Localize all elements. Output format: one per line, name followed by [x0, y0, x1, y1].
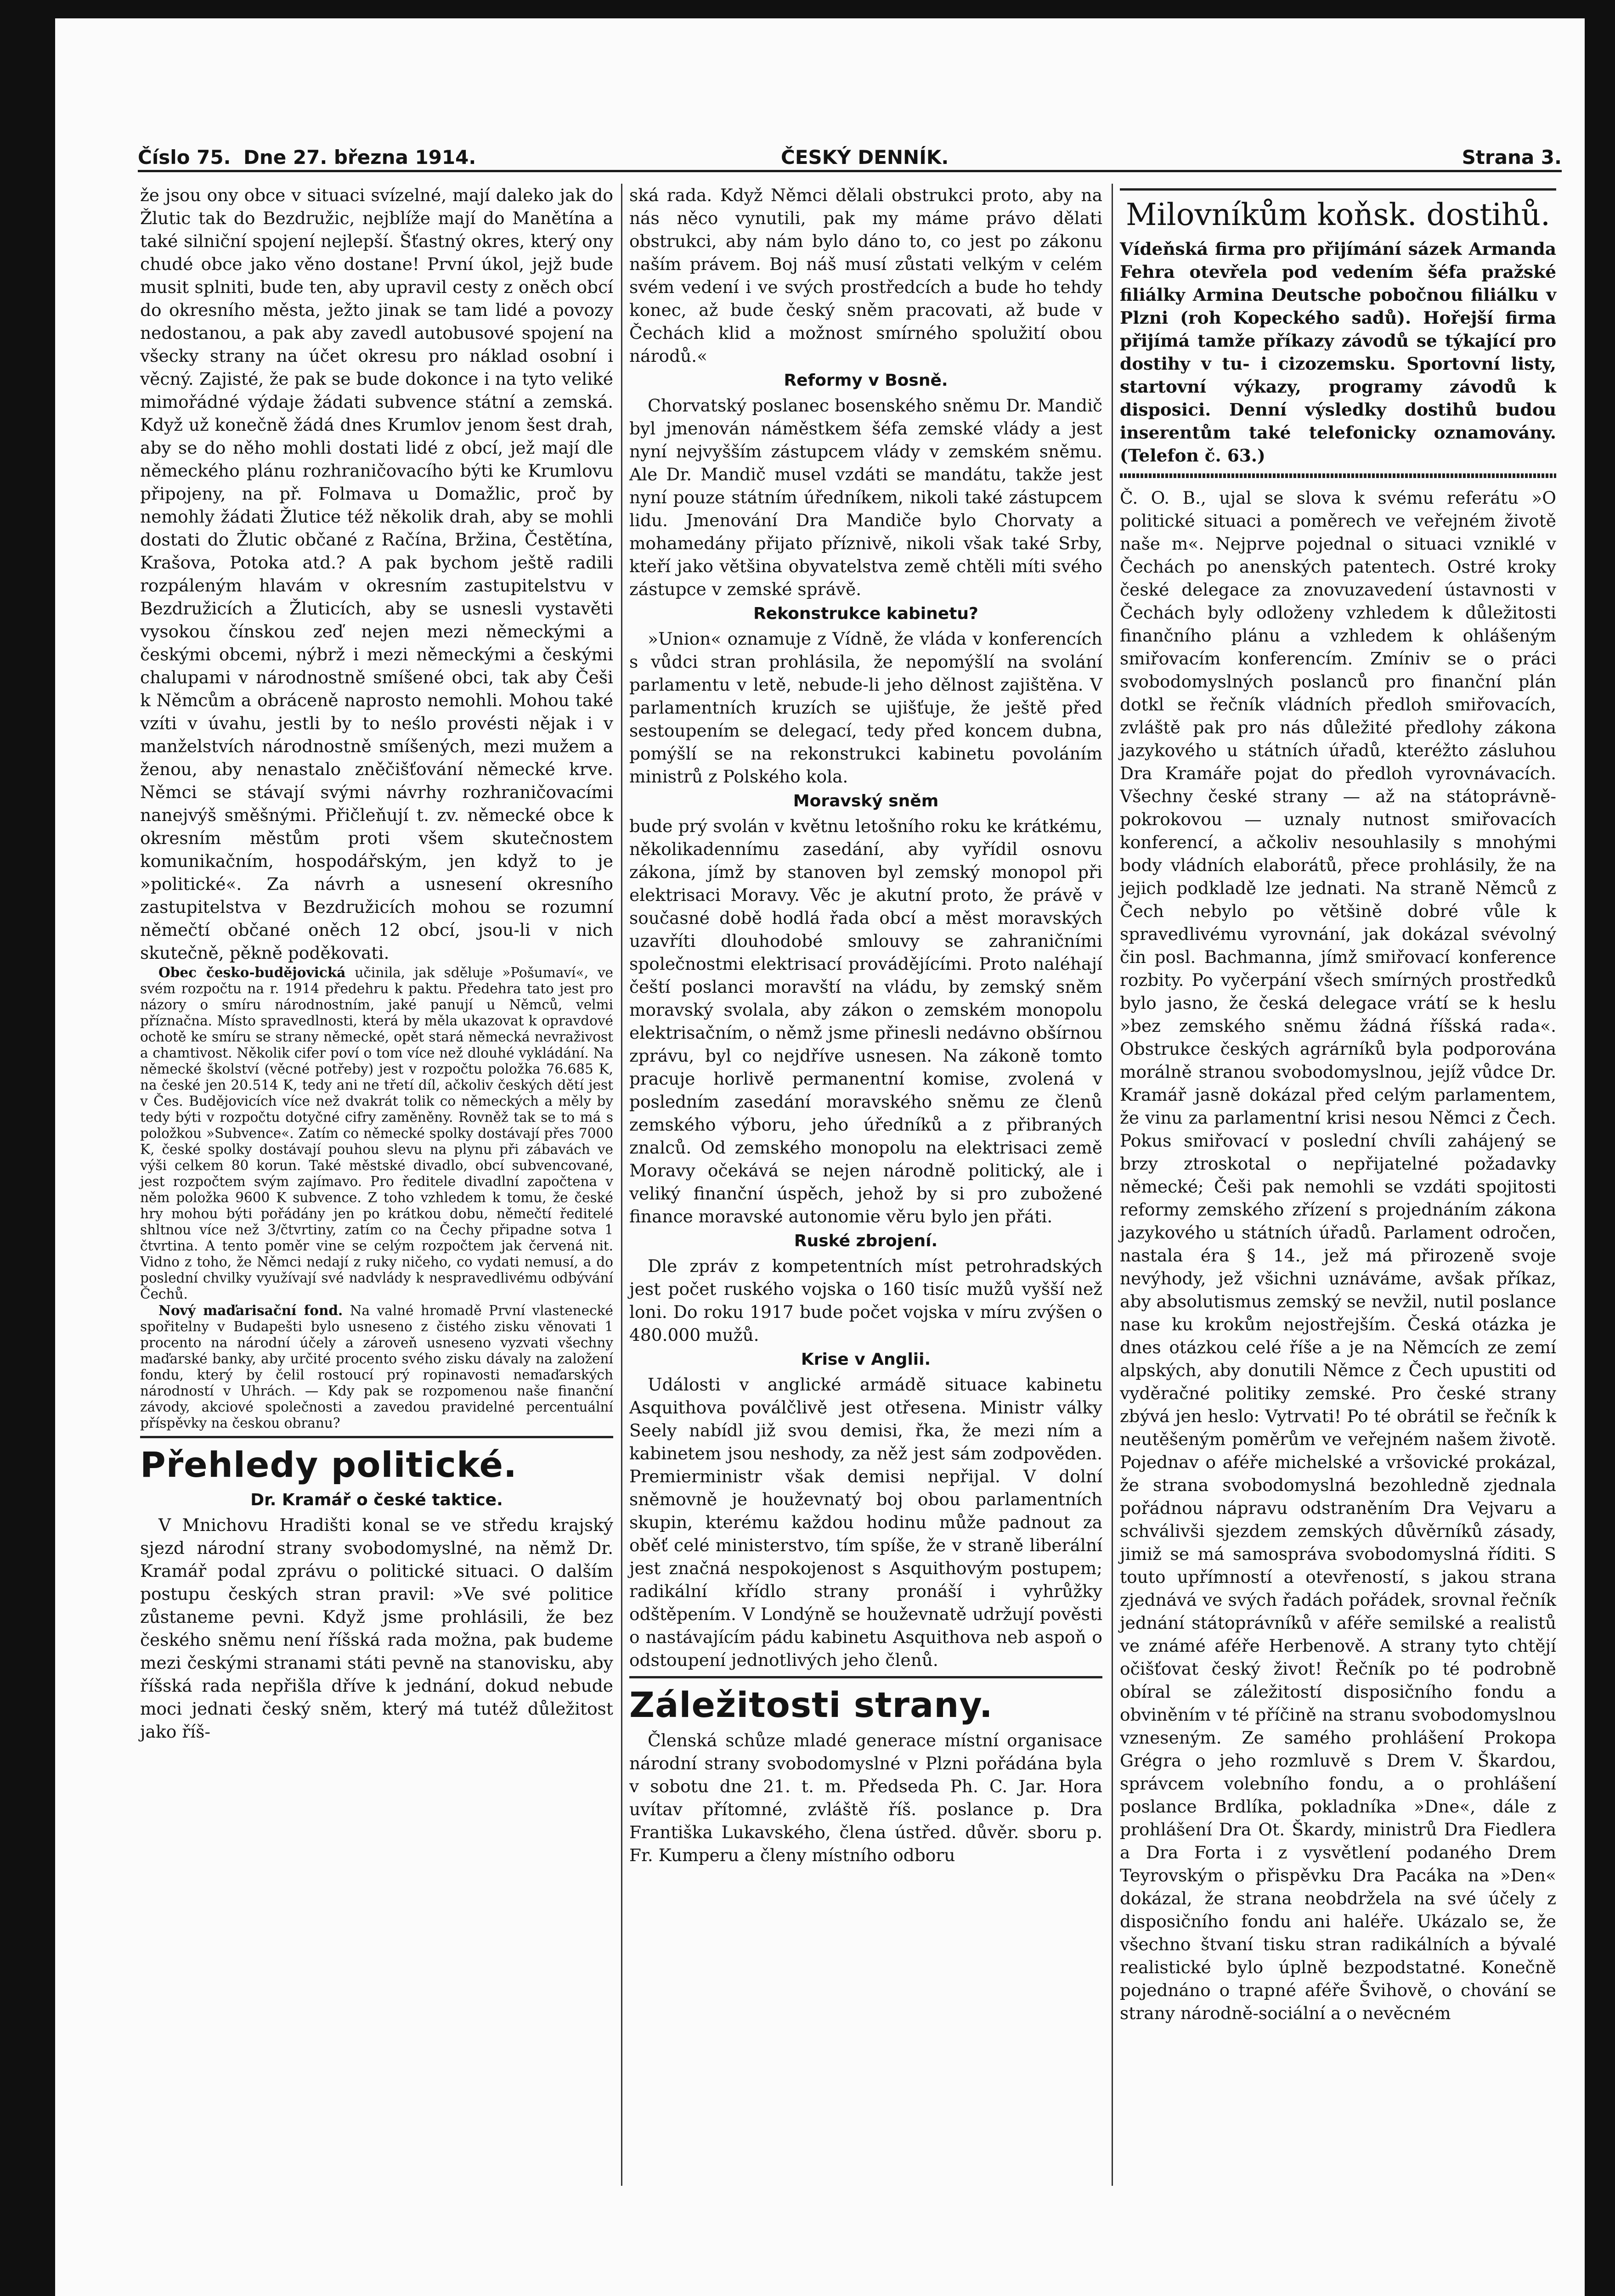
column-rule — [1112, 184, 1113, 2186]
newspaper-page — [55, 18, 1585, 2296]
news-item-lead: Obec česko-budějovická — [158, 964, 346, 980]
article-heading: Ruské zbrojení. — [794, 1232, 938, 1250]
advertisement-title: Milovníkům koňsk. dostihů. — [1125, 197, 1551, 232]
article-paragraph: Chorvatský poslanec bosenského sněmu Dr. Mandič byl jmenován náměstkem šéfa zemské vlády a jest nyní nejvyšším zástupcem vlády v zemském sněmu. Ale Dr. Mandič musel vzdáti se mandátu, takže jest nyní pouze státním úředníkem, nikoli také zástupcem lidu. Jmenování Dra Mandiče bylo Chorvaty a mohamedány přijato příznivě, nikoli však také Srby, kteří jako většina obyvatelstva země chtěli míti svého zástupce v zemské správě. — [629, 395, 1102, 599]
article-paragraph: bude prý svolán v květnu letošního roku ke krátkému, několikadennímu zasedání, aby vyřídil osnovu zákona, jímž by stanoven byl zemský monopol při elektrisaci Moravy. Věc je akutní proto, že právě v současné době hodlá řada obcí a měst moravských uzavříti dlouhodobé smlouvy se zahraničními společnostmi elektrisací provádějícími. Proto naléhají čeští poslanci moravští na vládu, by zemský sněm moravský svolala, aby zákon o zemském monopolu elektrisačním, o němž jsme přinesli nedávno obšírnou zprávu, byl co nejdříve usnesen. Na zákoně tomto pracuje horlivě permanentní komise, zvolená v posledním zasedání moravského sněmu ze členů zemského výboru, jeho úředníků a z přibraných znalců. Od zemského monopolu na elektrisaci země Moravy očekává se nejen národně politický, ale i veliký finanční úspěch, jehož by si pro zubožené finance moravské autonomie věru bylo jen přáti. — [629, 816, 1102, 1227]
news-item — [140, 1302, 613, 1431]
article-heading: Reformy v Bosně. — [784, 371, 948, 390]
news-item-text: učinila, jak sděluje »Pošumaví«, ve svém rozpočtu na r. 1914 předehru k paktu. Předehra tato jest pro názory o smíru národnostním, jaké panují u Němců, velmi příznačna. Místo spravedlnosti, která by měla ukazovat k opravdové ochotě ke smíru se strany německé, opět stará německá nevraživost a chamtivost. Několik cifer poví o tom více než dlouhé vykládání. Na německé školství (věcné potřeby) jest v rozpočtu položka 76.685 K, na české jen 20.514 K, tedy ani ne třetí díl, ačkoliv českých dětí jest v Čes. Budějovicích více než dvakrát tolik co německých a měly by tedy býti v rozpočtu dotyčné cifry zaměněny. Rovněž tak se to má s položkou »Subvence«. Zatím co německé spolky dostávají přes 7000 K, české spolky dostávají pouhou slevu na plynu při zábavách ve výši celkem 80 korun. Také městské divadlo, obcí subvencované, jest rozpočtem svým zajímavo. Pro ředitele divadlní započtena v něm položka 9600 K subvence. Z toho vzhledem k tomu, že české hry mohou býti pořádány jen po krátkou dobu, němečtí ředitelé shltnou více než 3/čtvrtiny, zatím co na Čechy připadne sotva 1 čtvrtina. A tento poměr vine se celým rozpočtem jak červená nit. Vidno z toho, že Němci nedají z ruky ničeho, co vydati nemusí, a do poslední chvilky využívají své nadvlády k nespravedlivému odbývání Čechů. — [140, 965, 613, 1302]
running-head — [138, 129, 1562, 172]
advertisement-text: Vídeňská firma pro přijímání sázek Armanda Fehra otevřela pod vedením šéfa pražské filiálky Armina Deutsche pobočnou filiálku v Plzni (roh Kopeckého sadů). Hořejší firma přijímá tamže příkazy závodů se týkající pro dostihy v tu- i cizozemsku. Sportovní listy, startovní výkazy, programy závodů k disposici. Denní výsledky dostihů budou inserentům také telefonicky oznamovány. (Telefon č. 63.) — [1120, 239, 1556, 466]
article-paragraph: Dle zpráv z kompetentních míst petrohradských jest počet ruského vojska o 160 tisíc mužů vyšší než loni. Do roku 1917 bude počet vojska v míru zvýšen o 480.000 mužů. — [629, 1256, 1102, 1345]
news-item-lead: Nový maďarisační fond. — [158, 1302, 343, 1318]
article-paragraph: Č. O. B., ujal se slova k svému referátu »O politické situaci a poměrech ve veřejném životě naše m«. Nejprve pojednal o situaci vzniklé v Čechách po anenských patentech. Ostré kroky české delegace za znovuzavedení ústavnosti v Čechách byly odloženy vzhledem k důležitosti finančního plánu a vzhledem k ohlášeným smiřovacím konferencím. Zmíniv se o práci svobodomyslných poslanců pro finanční plán dotkl se řečník vládních předloh smiřovacích, zvláště pak pro nás důležité předlohy zákona jazykového u státních úřadů, kteréžto zásluhou Dra Kramáře pojat do předloh vyrovnávacích. Všechny české strany — až na státoprávně-pokrokovou — uznaly nutnost smiřovacích konferencí, a ačkoliv nesouhlasily s mnohými body vládních elaborátů, přece prohlásily, že na jejich podkladě lze jednati. Na straně Němců z Čech nebylo po většině dobré vůle k spravedlivému vyrovnání, jak dokázal svévolný čin posl. Bachmanna, jímž smiřovací konference rozbity. Po vyčerpání všech smírných prostředků bylo jasno, že česká delegace vrátí se k heslu »bez zemského sněmu žádná říšská rada«. Obstrukce českých agrárníků byla podporována morálně stranou svobodomyslnou, jejíž vůdce Dr. Kramář jasně dokázal před celým parlamentem, že vinu za parlamentní krisi nesou Němci z Čech. Pokus smiřovací v poslední chvíli zahájený se brzy ztroskotal o nepřijatelné požadavky německé; Češi pak nemohli se vzdáti spojitosti reformy zemského zřízení s projednáním zákona jazykového u státních úřadů. Parlament odročen, nastala éra § 14., jež má přirozeně svoje nevýhody, jež všichni uznáváme, avšak příkaz, aby absolutismus zemský se nevžil, nutil poslance nase ku krokům nejostřejším. Česká otázka je dnes otázkou celé říše a je na Němcích ze zemí alpských, aby donutili Němce z Čech upustiti od vyděračné politiky zemské. Pro české strany zbývá jen heslo: Vytrvati! Po té obrátil se řečník k neutěšeným poměrům ve veřejném našem životě. Pojednav o aféře michelské a vršovické prokázal, že strana svobodomyslná bezohledně zjednala pořádnou nápravu odstraněním Dra Vejvaru a schválivši sjezdem zemských důvěrníků zásady, jimiž se má samosprávа svobodomyslná říditi. S touto upřímností a otevřeností, s jakou strana zjednává ve svých řadách pořádek, srovnal řečník jednání státoprávníků v aféře semilské a realistů ve známé aféře Herbenově. A strany tyto chtějí očišťovat český život! Řečník po té podrobně obíral se záležitostí disposičního fondu a obviněním v té příčině na stranu svobodomyslnou vzneseným. Ze samého prohlášení Prokopa Grégra o jeho rozmluvě s Drem V. Škardou, správcem volebního fondu, a o prohlášení poslance Brdlíka, pokladníka »Dne«, dále z prohlášení Dra Ot. Škardy, ministrů Dra Fiedlera a Dra Forta i z vysvětlení podaného Drem Teyrovským o přispěvku Dra Pacáka na »Den« dokázal, že strana neobdržela na své účely z disposičního fondu ani haléře. Ukázalo se, že všechno štvaní tisku stran radikálních a bývalé realistické bylo úplně bezpodstatné. Konečně pojednáno o trapné aféře Švihově, o chování se strany národně-sociální a o nevěcném — [1120, 488, 1556, 2023]
ad-rule — [1120, 188, 1556, 191]
article-paragraph: ská rada. Když Němci dělali obstrukci proto, aby na nás něco vynutili, pak my máme právo dělati obstrukci, aby nám bylo dáno to, co jest po zákonu naším právem. Boj náš musí zůstati velkým v celém svém vedení i ve svých prostředcích a bude ho tehdy konec, až bude český sněm pracovati, až bude v Čechách klid a možnost smírného spolužití obou národů.« — [629, 185, 1102, 366]
masthead: ČESKÝ DENNÍK. — [781, 146, 949, 169]
news-item — [140, 964, 613, 1302]
section-title: Záležitosti strany. — [629, 1684, 993, 1725]
column-1 — [140, 184, 613, 1743]
column-3 — [1120, 184, 1556, 2025]
news-item-text: Na valné hromadě První vlastenecké spořitelny v Budapešti bylo usneseno z čistého zisku věnovati 1 procento na národní účely a zároveň usneseno vyzvati všechny maďarské banky, aby určité procento svého zisku dávaly na založení fondu, který by čelil rostoucí prý ropinavosti nemaďarských národností v Uhrách. — Kdy pak se rozpomenou naše finanční závody, akciové společnosti a zavedou pravidelné percentuální příspěvky na českou obranu? — [140, 1303, 613, 1431]
section-rule — [629, 1676, 1102, 1678]
section-title: Přehledy politické. — [140, 1444, 517, 1485]
column-rule — [621, 184, 622, 2186]
page-number: Strana 3. — [1462, 146, 1562, 169]
article-paragraph: »Union« oznamuje z Vídně, že vláda v konferencích s vůdci stran prohlásila, že nepomýšlí na svolání parlamentu v letě, nebude-li jeho dělnost zajištěna. V parlamentních kruzích se ujišťuje, že ještě před sestoupením se delegací, tedy před koncem dubna, pomýšlí se na rekonstrukci kabinetu povoláním ministrů z Polského kola. — [629, 629, 1102, 787]
article-paragraph: Události v anglické armádě situace kabinetu Asquithova poválčlivě jest otřesena. Ministr války Seely nabídl již svou demisi, řka, že mezi ním a kabinetem jsou neshody, za něž jest sám zodpověden. Premierministr však demisi nepřijal. V dolní sněmovně je houževnatý boj obou parlamentních skupin, kterému každou hodinu může padnout za oběť celé ministerstvo, tím spíše, že v straně liberální jest značná nespokojenost s Asquithovým postupem; radikální křídlo strany pronáší i vyhrůžky odštěpením. V Londýně se houževnatě udržují pověsti o nastávajícím pádu kabinetu Asquithova neb aspoň o odstoupení jednotlivých jeho členů. — [629, 1374, 1102, 1670]
article-heading: Moravský sněm — [793, 792, 939, 810]
article-paragraph: že jsou ony obce v situaci svízelné, mají daleko jak do Žlutic tak do Bezdružic, nejblíže mají do Manětína a také silniční spojení nejlepší. Šťastný okres, který ony chudé obce jako věno dostane! První úkol, jejž bude musit splniti, bude ten, aby upravil cesty z oněch obcí do okresního města, ježto jinak se tam lidé a povozy nedostanou, a pak aby zavedl autobusové spojení na všecky strany na účet okresu pro náklad osobní i věcný. Zajisté, že pak se bude dokonce i na tyto veliké mimořádné výdaje žádati subvence státní a zemská. Když už konečně žádá dnes Krumlov jenom šest drah, aby se do něho mohli dostati lidé z obcí, jež mají dle německého plánu rozhraničovacího býti ke Krumlovu připojeny, na př. Folmava u Domažlic, proč by nemohly žádati Žlutice též několik drah, aby se mohli dostati do Žlutic občané z Račína, Bržina, Čestětína, Krašova, Potoka atd.? A pak bychom ještě radili rozpáleným hlavám v okresním zastupitelstvu v Bezdružicích a Žluticích, aby se usnesli vystavěti vysokou čínskou zeď nejen mezi německými a českými obcemi, nýbrž i mezi německými a českými chalupami v národnostně smíšené obci, tak aby Češi k Němcům a obráceně naprosto nemohli. Mohou také vzíti v úvahu, jestli by to neślo provésti nějak i v manželstvích národnostně smíšených, mezi mužem a ženou, aby nenastalo zněčišťování německé krve. Němci se stávají svými návrhy rozhraničovacími nanejvýš směšnými. Přičleňují t. zv. německé obce k okresním městům proti všem skutečnostem komunikačním, hospodářským, jen když to je »politické«. Za návrh a usnesení okresního zastupitelstva v Bezdružicích mohou se rozumní němečtí občané oněch 12 obcí, jsou-li v nich skutečně, pěkně poděkovati. — [140, 185, 613, 963]
issue-number: Číslo 75. — [138, 146, 231, 169]
column-2 — [629, 184, 1102, 1867]
article-heading: Rekonstrukce kabinetu? — [753, 604, 978, 623]
article-paragraph: Členská schůze mladé generace místní organisace národní strany svobodomyslné v Plzni pořádána byla v sobotu dne 21. t. m. Předseda Ph. C. Jar. Hora uvítav přítomné, zvláště říš. poslance p. Dra Františka Lukavského, člena ústřed. důvěr. sboru p. Fr. Kumperu a členy místního odboru — [629, 1730, 1102, 1865]
article-heading: Dr. Kramář o české taktice. — [250, 1491, 503, 1509]
issue-date: Dne 27. března 1914. — [243, 146, 476, 169]
article-heading: Krise v Anglii. — [801, 1350, 931, 1369]
section-rule — [140, 1436, 613, 1438]
article-paragraph: V Mnichovu Hradišti konal se ve středu krajský sjezd národní strany svobodomyslné, na němž Dr. Kramář podal zprávu o politické situaci. O dalším postupu českých stran pravil: »Ve své politice zůstaneme pevni. Když jsme prohlásili, že bez českého sněmu není říšská rada možna, pak budeme mezi českými stranami státi pevně na stanovisku, aby říšská rada nepřišla dříve k jednání, dokud nebude moci jednati český sněm, který má tutéž důležitost jako říš- — [140, 1515, 613, 1742]
ad-separator — [1120, 473, 1556, 478]
